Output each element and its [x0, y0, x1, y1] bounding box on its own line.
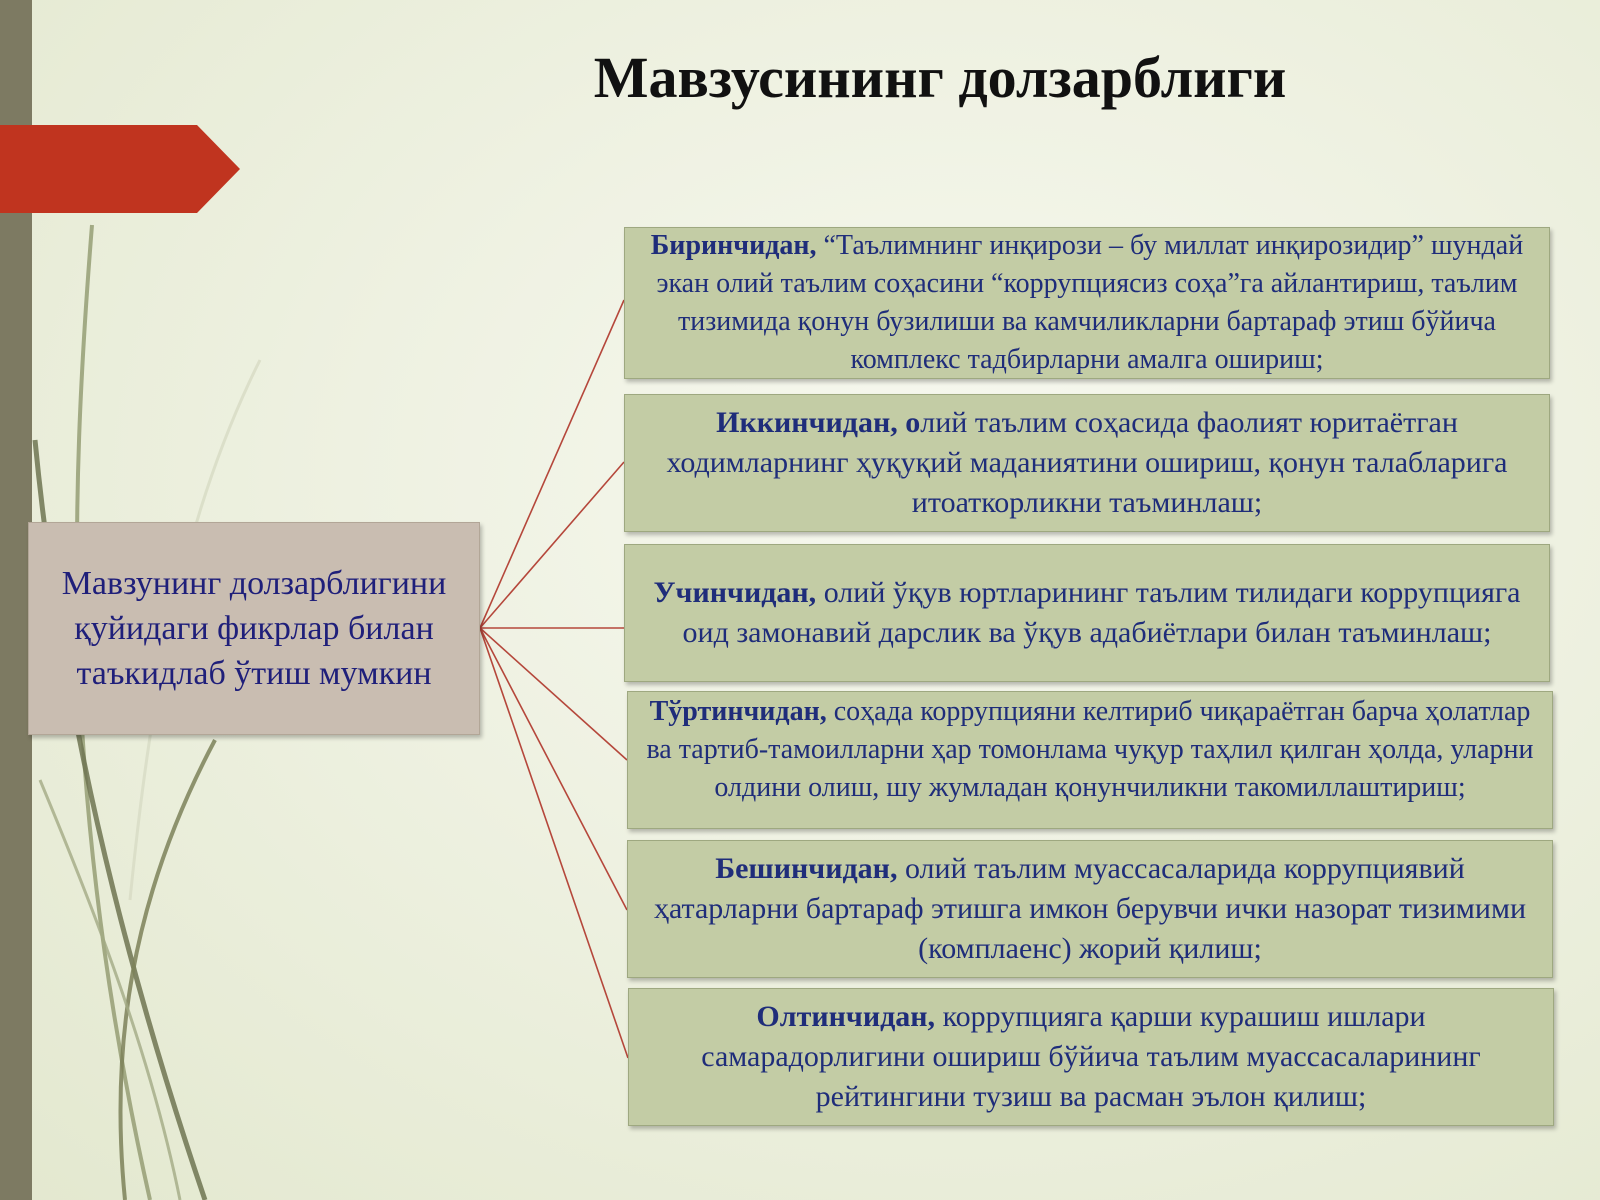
point-box-5	[627, 840, 1553, 978]
point-text-5	[640, 849, 1540, 969]
point-lead-4: Тўртинчидан,	[649, 696, 827, 727]
central-topic-box	[28, 522, 480, 735]
point-box-4	[627, 691, 1553, 829]
central-topic-text: Мавзунинг долзарблигини қуйидаги фикрлар билан таъкидлаб ўтиш мумкин	[61, 565, 447, 692]
point-lead-1: Биринчидан,	[650, 230, 817, 261]
point-lead-5: Бешинчидан,	[715, 852, 898, 885]
red-arrow-banner	[0, 125, 240, 213]
point-body-6: коррупцияга қарши курашиш ишлари самарадорлигини ошириш бўйича таълим муассасаларининг рейтингини тузиш ва расман эълон қилиш;	[701, 1000, 1481, 1113]
point-body-2: лий таълим соҳасида фаолият юритаётган ходимларнинг ҳуқуқий маданиятини ошириш, қонун талабларига итоаткорликни таъминлаш;	[666, 406, 1508, 519]
connector-line-4	[480, 628, 627, 760]
connector-line-5	[480, 628, 627, 910]
connector-line-2	[480, 462, 624, 628]
page-title: Мавзусининг долзарблиги	[593, 45, 1287, 110]
point-body-5: олий таълим муассасаларида коррупциявий ҳатарларни бартараф этишга имкон берувчи ички назорат тизимими (комплаенс) жорий қилиш;	[653, 852, 1527, 965]
point-box-2	[624, 394, 1550, 532]
point-text-2	[637, 403, 1537, 523]
point-box-6	[628, 988, 1554, 1126]
point-body-3: олий ўқув юртларининг таълим тилидаги коррупцияга оид замонавий дарслик ва ўқув адабиётлари билан таъминлаш;	[682, 576, 1521, 649]
point-box-1	[624, 227, 1550, 379]
point-text-1	[637, 227, 1537, 379]
point-box-3	[624, 544, 1550, 682]
connector-line-6	[480, 628, 628, 1058]
point-text-6	[641, 997, 1541, 1117]
point-text-3	[637, 573, 1537, 653]
point-lead-2: Иккинчидан, о	[716, 406, 921, 439]
point-lead-3: Учинчидан,	[653, 576, 817, 609]
point-text-4	[640, 693, 1540, 807]
point-body-4: соҳада коррупцияни келтириб чиқараётган барча ҳолатлар ва тартиб-тамоилларни ҳар томонлама чуқур таҳлил қилган ҳолда, уларни олдини олиш, шу жумладан қонунчиликни такомиллаштириш;	[646, 696, 1534, 803]
point-body-1: “Таълимнинг инқирози – бу миллат инқирозидир” шундай экан олий таълим соҳасини “коррупциясиз соҳа”га айлантириш, таълим тизимида қонун бузилиши ва камчиликларни бартараф этиш бўйича комплекс тадбирларни амалга ошириш;	[656, 230, 1524, 375]
point-lead-6: Олтинчидан,	[756, 1000, 936, 1033]
connector-line-1	[480, 300, 624, 628]
